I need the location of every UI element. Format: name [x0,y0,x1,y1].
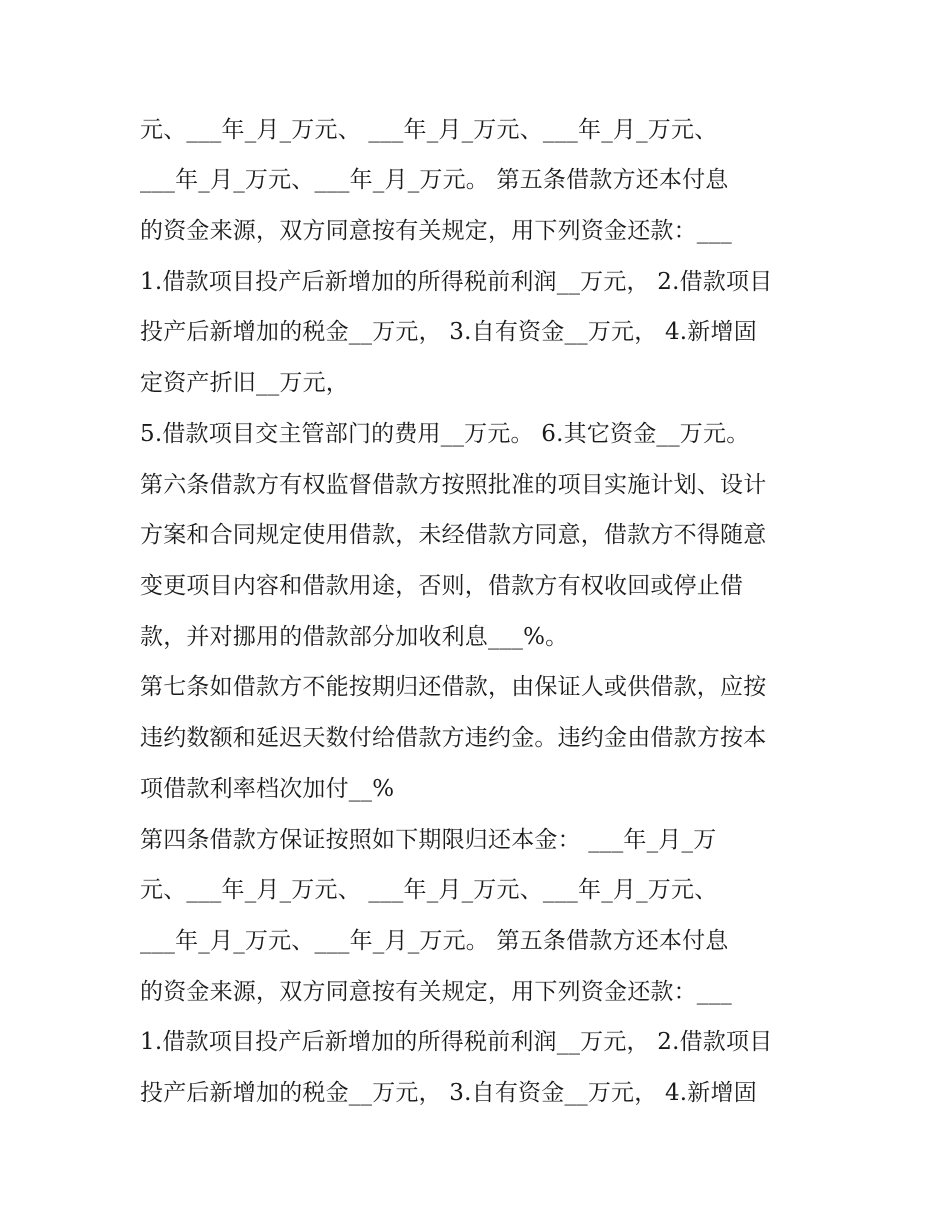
text-line: 项借款利率档次加付__% [140,776,395,802]
text-line: 元、___年_月_万元、 ___年_月_万元、___年_月_万元、 [140,877,718,903]
text-line: 方案和合同规定使用借款，未经借款方同意，借款方不得随意 [140,522,767,548]
text-line: ___年_月_万元、___年_月_万元。 第五条借款方还本付息 [140,928,729,954]
text-line: 投产后新增加的税金__万元， 3.自有资金__万元， 4.新增固 [140,1080,757,1106]
text-line: 的资金来源，双方同意按有关规定，用下列资金还款：___ [140,218,732,244]
text-line: 投产后新增加的税金__万元， 3.自有资金__万元， 4.新增固 [140,319,757,345]
text-line: 定资产折旧__万元， [140,370,349,396]
text-line: 5.借款项目交主管部门的费用__万元。 6.其它资金__万元。 [140,421,750,447]
text-line: 第四条借款方保证按照如下期限归还本金： ___年_月_万 [140,827,717,853]
text-line: 第六条借款方有权监督借款方按照批准的项目实施计划、设计 [140,472,767,498]
text-line: 款，并对挪用的借款部分加收利息___%。 [140,624,569,650]
text-line: 1.借款项目投产后新增加的所得税前利润__万元， 2.借款项目 [140,269,773,295]
text-line: 1.借款项目投产后新增加的所得税前利润__万元， 2.借款项目 [140,1029,773,1055]
text-line: 违约数额和延迟天数付给借款方违约金。违约金由借款方按本 [140,725,767,751]
text-line: 元、___年_月_万元、 ___年_月_万元、___年_月_万元、 [140,117,718,143]
text-line: 的资金来源，双方同意按有关规定，用下列资金还款：___ [140,979,732,1005]
text-line: 第七条如借款方不能按期归还借款，由保证人或供借款，应按 [140,674,767,700]
text-line: 变更项目内容和借款用途，否则，借款方有权收回或停止借 [140,573,744,599]
text-line: ___年_月_万元、___年_月_万元。 第五条借款方还本付息 [140,167,729,193]
